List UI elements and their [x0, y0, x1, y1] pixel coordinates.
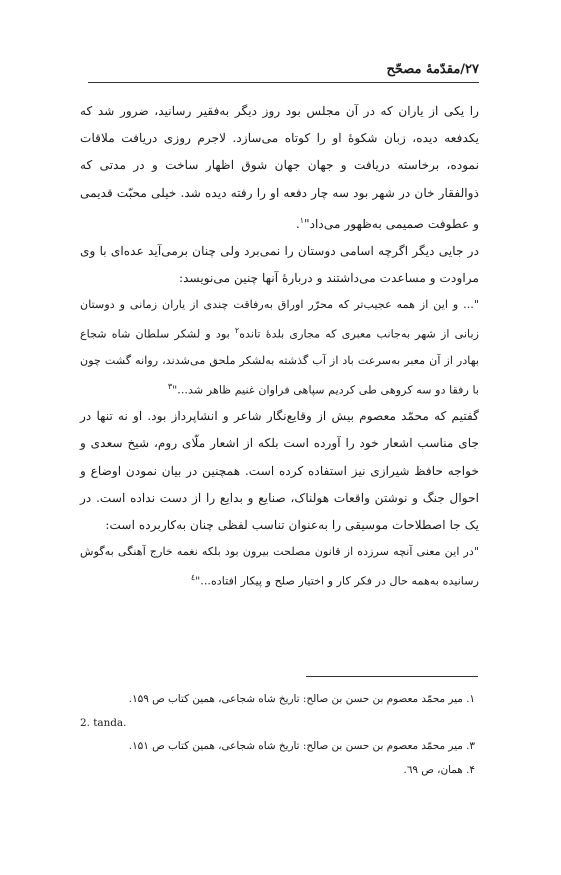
paragraph-3: گفتیم که محمّد معصوم بیش از وقایع‌نگار شاعر و انشاپرداز بود. او نه تنها در جای مناسب اشعار خود را آورده است بلکه از اشعار ملّای روم، شیخ سعدی و خواجه حافظ شیرازی نیز استفاده کرده است. همچنین در بیان نمودن اوضاع و احوال جنگ و نوشتن واقعات هولناک، صنایع و بدایع را از دست نداده است. در یک جا اصطلاحات موسیقی را به‌عنوان تناسب لفظی چنان به‌کاربرده است: [80, 409, 479, 532]
footnotes [80, 688, 475, 782]
footnote-1: ۱. میر محمّد معصوم بن حسن بن صالح: تاریخ شاه شجاعی، همین کتاب ص ۱۵۹. [128, 693, 475, 705]
footnote-ref-3: ۳ [167, 381, 173, 391]
footnote-ref-2: ۲ [234, 326, 240, 336]
footnote-3: ۳. میر محمّد معصوم بن حسن بن صالح: تاریخ شاه شجاعی، همین کتاب ص ۱۵۱. [128, 740, 475, 752]
paragraph-1: را یکی از یاران که در آن مجلس بود روز دیگر به‌فقیر رسانید، ضرور شد که یکدفعه دیده، زبان شکوهٔ او را کوتاه می‌سازد. لاجرم روزی دریافت ملاقات نموده، برخاسته دریافت و جهان جهان شوق اظهار ساخت و در مدتی که ذوالفقار خان در شهر بود سه چار دفعه او را رفته دیده شد. خیلی محبّت قدیمی و عطوفت صمیمی به‌ظهور می‌داد"$^۱$. [80, 104, 479, 231]
footnote-ref-1: ۱ [299, 215, 305, 225]
paragraph-2: در جایی دیگر اگرچه اسامی دوستان را نمی‌برد ولی چنان برمی‌آید عده‌ای با وی مراودت و مساعدت می‌داشتند و دربارهٔ آنها چنین می‌نویسد: [80, 244, 479, 286]
footnote-4: ۴. همان، ص ٦٩. [403, 763, 475, 776]
footnote-divider [306, 676, 478, 677]
header-title: ۲۷/مقدّمۀ مصحّح [386, 62, 479, 77]
running-header [88, 58, 479, 83]
footnote-ref-4: ٤ [190, 572, 196, 582]
footnote-2: 2. tanda. [80, 716, 127, 729]
quote-2: "در این معنی آنچه سرزده از قانون مصلحت بیرون بود بلکه نغمه خارج آهنگی به‌گوش رسانیده به‌همه حال در فکر کار و اختیار صلح و پیکار افتاده..."$^٤$ [80, 545, 479, 588]
quote-1: "... و این از همه عجیب‌تر که محرّر اوراق به‌رفاقت چندی از یاران زمانی و دوستان زبانی از شهر به‌جانب معبری که مجاری بلدهٔ تانده$^۲$ بود و لشکر سلطان شاه شجاع بهادر از آن معبر به‌سرعت باد از آب گذشته به‌لشکر ملحق می‌شدند، روانه گشت چون با رفقا دو سه کروهی طی کردیم سپاهی فراوان غنیم ظاهر شد..."$^۳$ [80, 298, 479, 397]
main-text [80, 98, 479, 594]
